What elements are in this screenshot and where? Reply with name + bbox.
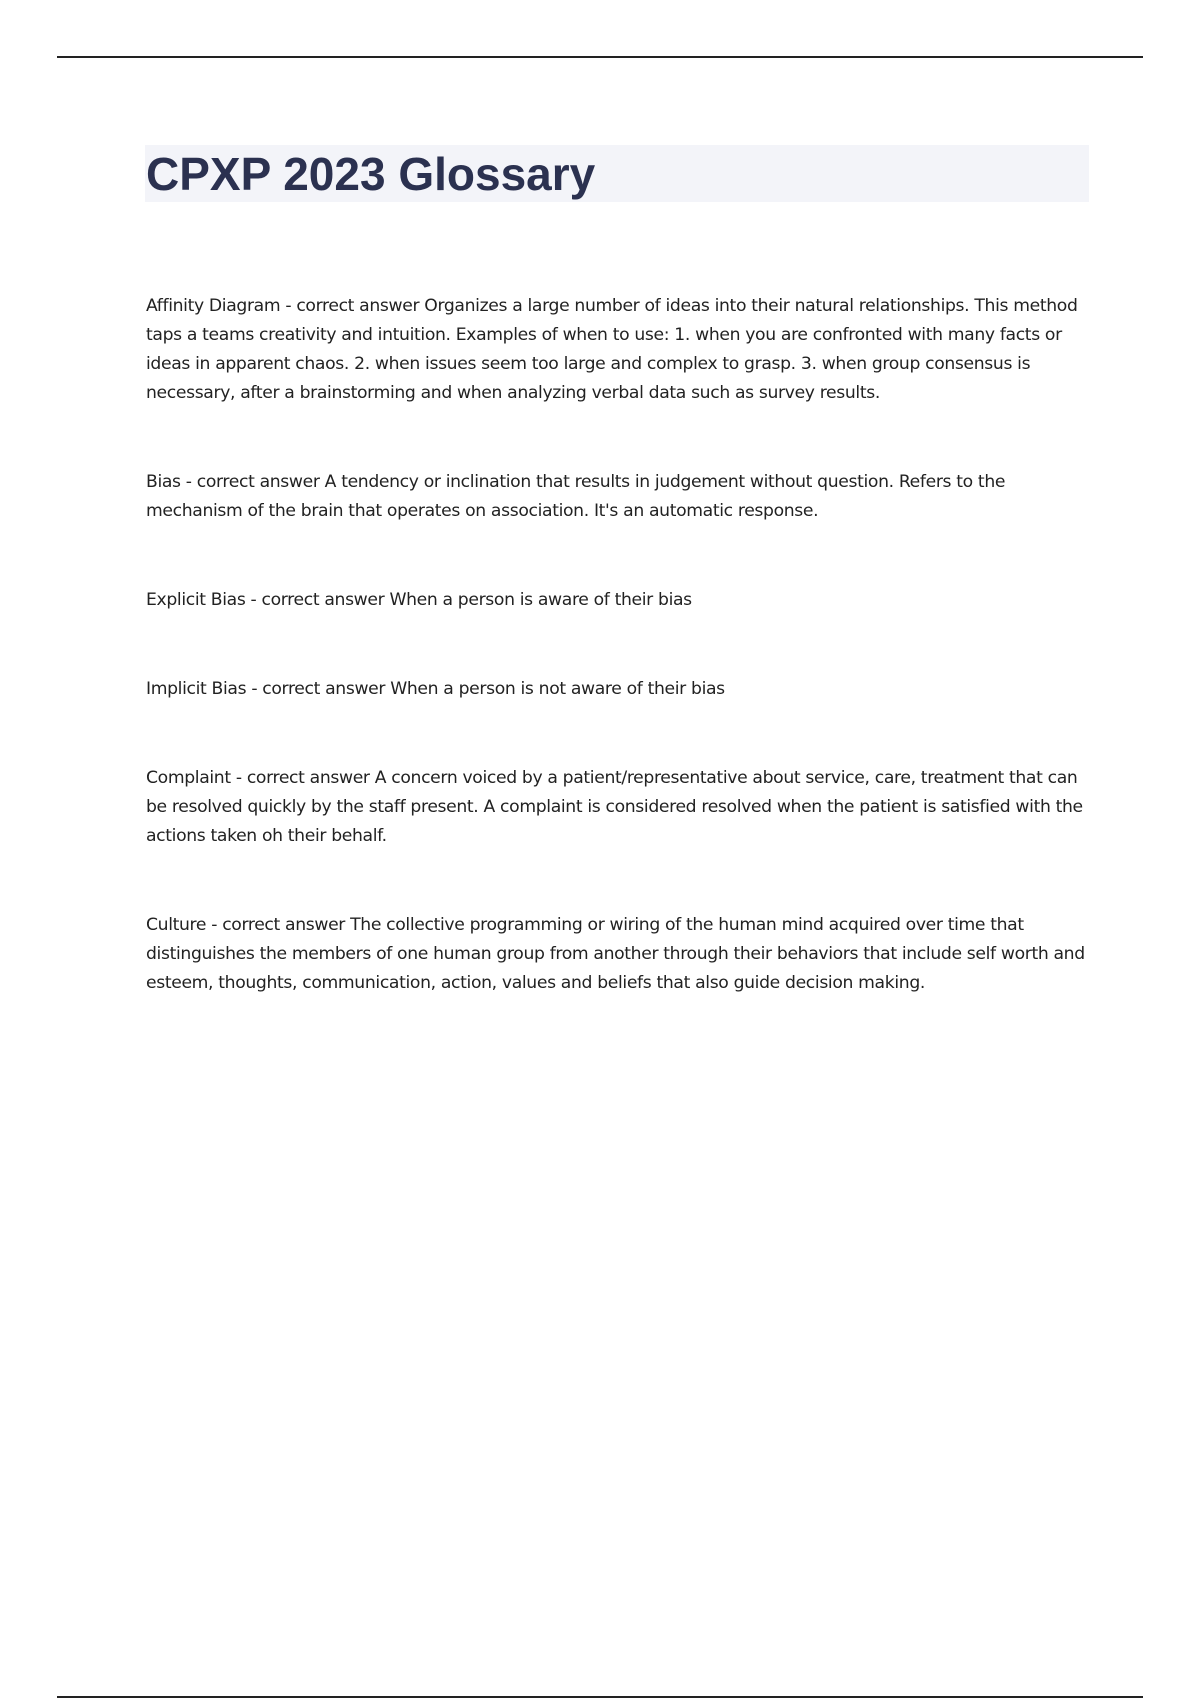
glossary-entry-implicit-bias: Implicit Bias - correct answer When a person is not aware of their bias xyxy=(146,679,725,699)
glossary-entry-bias: Bias - correct answer A tendency or inclination that results in judgement without question. Refers to the mechanism of the brain that operates on association. It's an automatic response. xyxy=(146,472,1006,521)
header-rule xyxy=(57,56,1143,58)
glossary-entries xyxy=(146,292,1090,998)
footer-rule xyxy=(57,1696,1143,1698)
page-title: CPXP 2023 Glossary xyxy=(146,148,596,200)
glossary-entry-culture: Culture - correct answer The collective programming or wiring of the human mind acquired over time that distinguishes the members of one human group from another through their behaviors that include self worth and esteem, thoughts, communication, action, values and beliefs that also guide decision making. xyxy=(146,915,1085,993)
glossary-entry-complaint: Complaint - correct answer A concern voiced by a patient/representative about service, care, treatment that can be resolved quickly by the staff present. A complaint is considered resolved when the patient is satisfied with the actions taken oh their behalf. xyxy=(146,768,1083,846)
glossary-entry-explicit-bias: Explicit Bias - correct answer When a person is aware of their bias xyxy=(146,590,692,610)
glossary-entry-affinity-diagram: Affinity Diagram - correct answer Organizes a large number of ideas into their natural relationships. This method taps a teams creativity and intuition. Examples of when to use: 1. when you are confronted with many facts or ideas in apparent chaos. 2. when issues seem too large and complex to grasp. 3. when group consensus is necessary, after a brainstorming and when analyzing verbal data such as survey results. xyxy=(146,296,1078,403)
